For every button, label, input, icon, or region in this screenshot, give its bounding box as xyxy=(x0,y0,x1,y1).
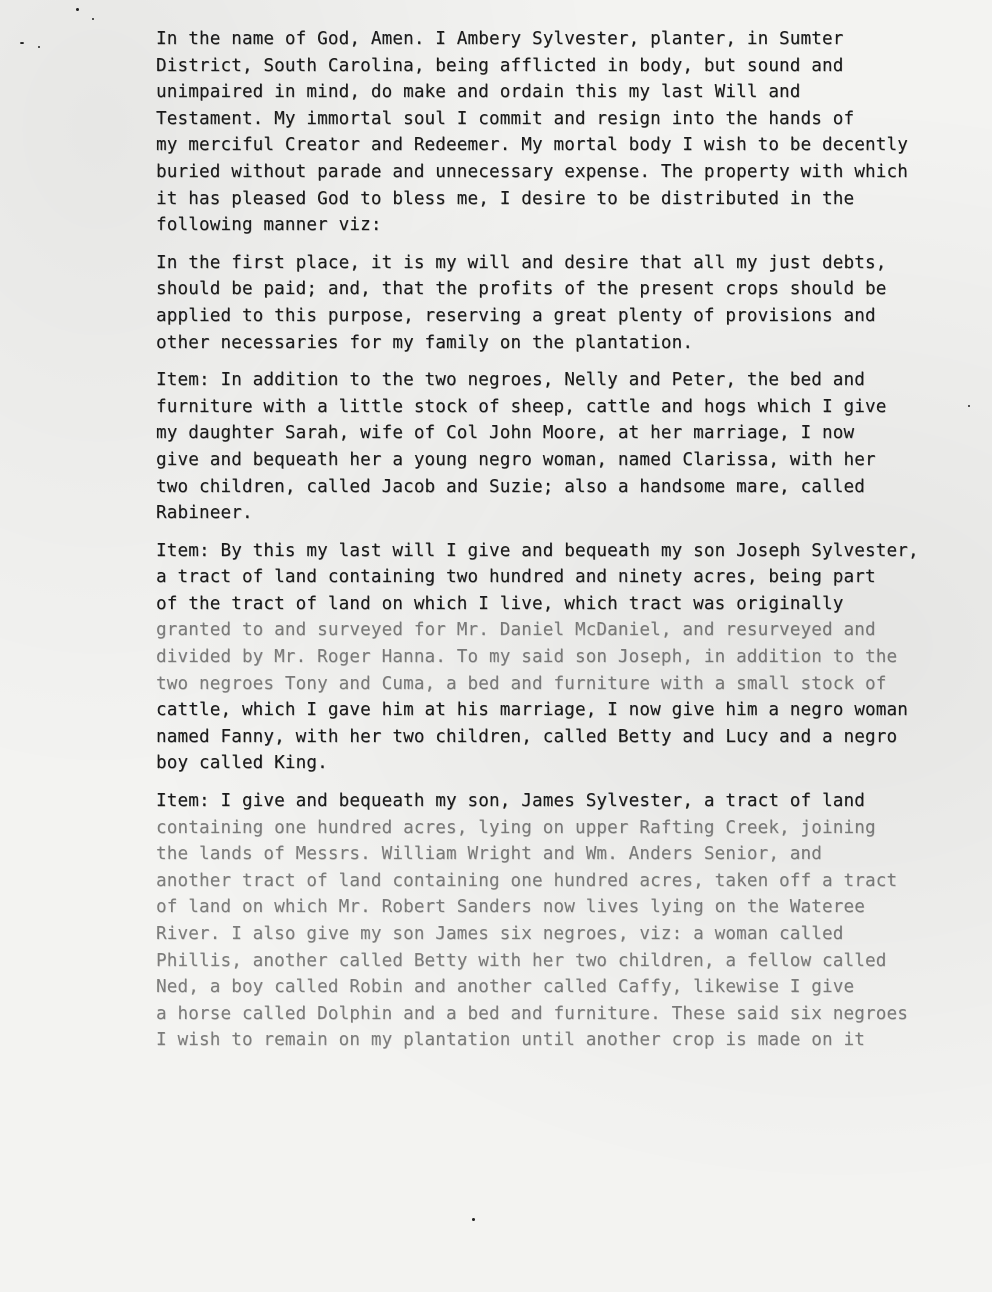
text-line: the lands of Messrs. William Wright and Wm. Anders Senior, and xyxy=(156,844,823,865)
text-line: two negroes Tony and Cuma, a bed and furniture with a small stock of xyxy=(156,673,887,694)
text-line: named Fanny, with her two children, called Betty and Lucy and a negro xyxy=(156,726,898,747)
text-line: a tract of land containing two hundred and ninety acres, being part xyxy=(156,567,876,588)
scan-speck xyxy=(92,18,94,20)
text-line: District, South Carolina, being afflicted in body, but sound and xyxy=(156,55,844,76)
text-line: applied to this purpose, reserving a great plenty of provisions and xyxy=(156,305,876,326)
text-line: unimpaired in mind, do make and ordain this my last Will and xyxy=(156,82,801,103)
paragraph-item-james xyxy=(156,788,986,1054)
text-line: Rabineer. xyxy=(156,503,253,524)
text-line: divided by Mr. Roger Hanna. To my said son Joseph, in addition to the xyxy=(156,647,898,668)
text-line: my merciful Creator and Redeemer. My mortal body I wish to be decently xyxy=(156,135,908,156)
text-line: give and bequeath her a young negro woman, named Clarissa, with her xyxy=(156,449,876,470)
text-line: boy called King. xyxy=(156,753,328,774)
text-line: Testament. My immortal soul I commit and resign into the hands of xyxy=(156,108,855,129)
text-line: Item: I give and bequeath my son, James Sylvester, a tract of land xyxy=(156,791,865,812)
text-line: furniture with a little stock of sheep, cattle and hogs which I give xyxy=(156,396,887,417)
text-line: I wish to remain on my plantation until another crop is made on it xyxy=(156,1030,865,1051)
text-line: Item: In addition to the two negroes, Nelly and Peter, the bed and xyxy=(156,370,865,391)
text-line: my daughter Sarah, wife of Col John Moore, at her marriage, I now xyxy=(156,423,855,444)
text-line: other necessaries for my family on the plantation. xyxy=(156,332,694,353)
text-line: should be paid; and, that the profits of the present crops should be xyxy=(156,279,887,300)
text-line: another tract of land containing one hundred acres, taken off a tract xyxy=(156,870,898,891)
text-line: Ned, a boy called Robin and another called Caffy, likewise I give xyxy=(156,977,855,998)
text-line: granted to and surveyed for Mr. Daniel McDaniel, and resurveyed and xyxy=(156,620,876,641)
text-line: Phillis, another called Betty with her two children, a fellow called xyxy=(156,950,887,971)
paragraph-debts xyxy=(156,250,986,356)
text-line: In the name of God, Amen. I Ambery Sylvester, planter, in Sumter xyxy=(156,29,844,49)
paragraph-item-sarah xyxy=(156,367,986,527)
will-text xyxy=(156,26,986,1065)
text-line: Item: By this my last will I give and bequeath my son Joseph Sylvester, xyxy=(156,540,919,561)
text-line: following manner viz: xyxy=(156,215,382,236)
text-line: containing one hundred acres, lying on upper Rafting Creek, joining xyxy=(156,817,876,838)
text-line: River. I also give my son James six negroes, viz: a woman called xyxy=(156,924,844,944)
text-line: it has pleased God to bless me, I desire to be distributed in the xyxy=(156,188,855,209)
scan-speck xyxy=(76,8,79,11)
text-line: of land on which Mr. Robert Sanders now lives lying on the Wateree xyxy=(156,897,865,918)
text-line: two children, called Jacob and Suzie; also a handsome mare, called xyxy=(156,476,865,497)
text-line: a horse called Dolphin and a bed and furniture. These said six negroes xyxy=(156,1003,908,1024)
text-line: buried without parade and unnecessary expense. The property with which xyxy=(156,161,908,182)
text-line: cattle, which I gave him at his marriage, I now give him a negro woman xyxy=(156,700,908,721)
paragraph-item-joseph xyxy=(156,538,986,777)
text-line: In the first place, it is my will and desire that all my just debts, xyxy=(156,252,887,273)
scan-speck xyxy=(472,1218,475,1221)
text-line: of the tract of land on which I live, which tract was originally xyxy=(156,593,844,614)
scan-speck xyxy=(38,46,40,48)
paragraph-preamble xyxy=(156,26,986,239)
scan-speck xyxy=(20,42,24,44)
